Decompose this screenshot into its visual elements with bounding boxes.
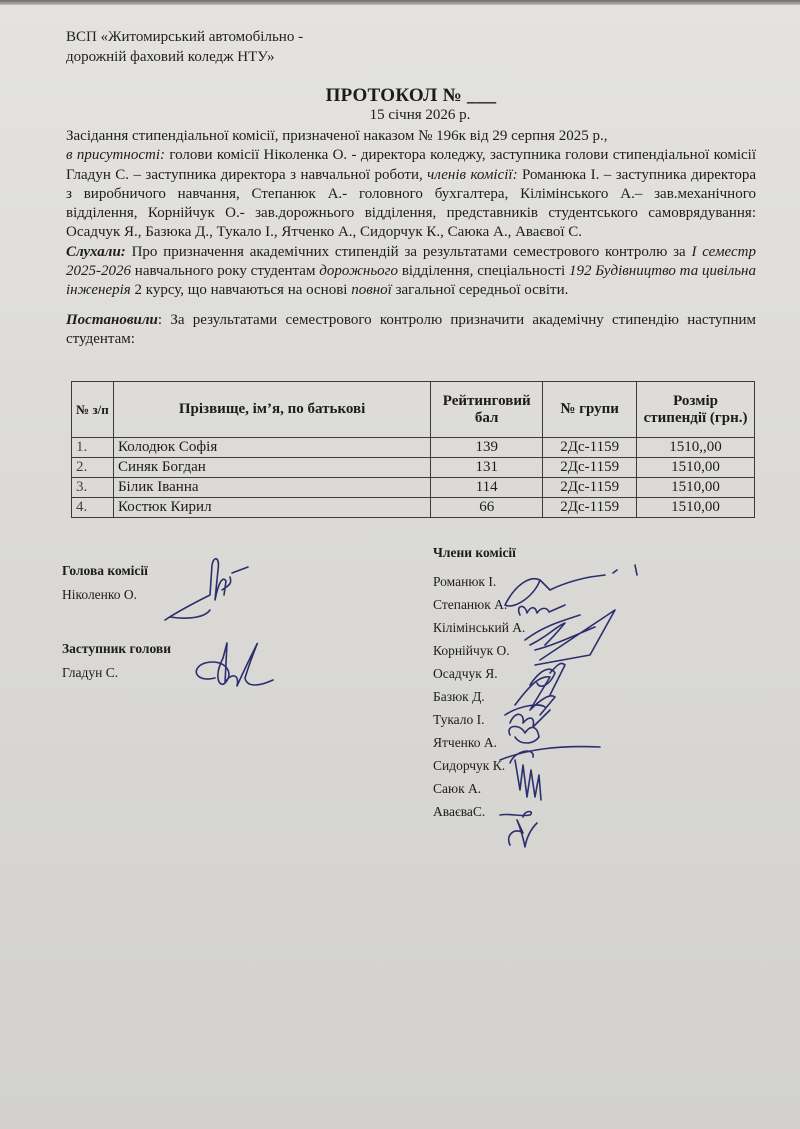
- org-line-1: ВСП «Житомирський автомобільно -: [66, 29, 304, 45]
- student-name: Синяк Богдан: [113, 458, 430, 478]
- protocol-title: ПРОТОКОЛ № ___: [325, 85, 497, 106]
- org-line-2: дорожній фаховий коледж НТУ»: [66, 49, 275, 65]
- student-name: Білик Іванна: [113, 478, 430, 498]
- member-name: Кілімінський А.: [433, 620, 526, 635]
- chair-name: Ніколенко О.: [62, 587, 138, 602]
- table-row: [72, 458, 755, 478]
- student-name: Колодюк Софія: [113, 438, 430, 458]
- heard-label: Слухали:: [66, 243, 126, 260]
- row-number: 1.: [72, 438, 114, 458]
- row-number: 2.: [72, 458, 114, 478]
- organization-header: [66, 27, 303, 67]
- student-name: Костюк Кирил: [113, 498, 430, 518]
- scholarship-amount: 1510,,00: [637, 438, 755, 458]
- members-label: членів комісії:: [427, 166, 518, 183]
- scholarship-amount: 1510,00: [637, 458, 755, 478]
- rating-score: 131: [431, 458, 543, 478]
- scholarship-amount: 1510,00: [637, 498, 755, 518]
- leadership-signatures: [62, 563, 171, 681]
- member-name: Степанюк А.: [433, 597, 508, 612]
- member-name: Корнійчук О.: [433, 643, 510, 658]
- member-name: Ятченко А.: [433, 735, 498, 750]
- header-number: № з/п: [72, 382, 114, 438]
- attendance-paragraph: в присутності: голови комісії Ніколенка О. - директора коледжу, заступника голови стипендіальної комісії Гладун С. – заступника директора з навчальної роботи, членів комісії: Романюка І. – заступника директора з виробничого навчання, Степанюк А.- головного бухгалтера, Кілімінського А.– зав.механічного відділення, Корнійчук О.- зав.дорожнього відділення, представників студентського самоврядування: Осадчук Я., Базюка Д., Тукало І., Ятченко А., Сидорчук К., Саюка А., Аваєвої С.: [66, 147, 756, 241]
- resolved-paragraph: Постановили: За результатами семестрового контролю призначити академічну стипендію наступним студентам:: [66, 311, 756, 347]
- protocol-date: 15 січня 2026 р.: [369, 107, 471, 123]
- member-name: АваєваС.: [433, 804, 486, 819]
- deputy-signature-icon: [185, 638, 280, 693]
- scholarship-table: [71, 381, 755, 518]
- heard-paragraph: Слухали: Про призначення академічних стипендій за результатами семестрового контролю за І семестр 2025-2026 навчального року студентам дорожнього відділення, спеціальності 192 Будівництво та цивільна інженерія 2 курсу, що навчаються на основі повної загальної середньої освіти.: [66, 243, 756, 299]
- deputy-role: Заступник голови: [62, 641, 171, 656]
- group-number: 2Дс-1159: [543, 438, 637, 458]
- document-title-block: [0, 85, 800, 124]
- attendance-label: в присутності:: [66, 147, 165, 164]
- member-name: Базюк Д.: [433, 689, 485, 704]
- header-amount: Розмір стипендії (грн.): [637, 382, 755, 438]
- member-signatures-icon: [495, 565, 645, 855]
- table-header-row: [72, 382, 755, 438]
- chair-signature-icon: [160, 555, 250, 625]
- member-name: Саюк А.: [433, 781, 482, 796]
- resolved-label: Постановили: [66, 311, 158, 328]
- rating-score: 66: [431, 498, 543, 518]
- member-name: Осадчук Я.: [433, 666, 498, 681]
- chair-role: Голова комісії: [62, 563, 148, 578]
- meeting-intro: Засідання стипендіальної комісії, призначеної наказом № 196к від 29 серпня 2025 р.,: [66, 128, 608, 144]
- row-number: 4.: [72, 498, 114, 518]
- header-name: Прізвище, ім’я, по батькові: [113, 382, 430, 438]
- header-score: Рейтинговий бал: [431, 382, 543, 438]
- scholarship-amount: 1510,00: [637, 478, 755, 498]
- table-row: [72, 478, 755, 498]
- header-group: № групи: [543, 382, 637, 438]
- members-role: Члени комісії: [433, 545, 516, 560]
- table-row: [72, 438, 755, 458]
- table-row: [72, 498, 755, 518]
- member-name: Тукало І.: [433, 712, 485, 727]
- document-body: [66, 127, 756, 349]
- member-name: Сидорчук К.: [433, 758, 506, 773]
- member-name: Романюк І.: [433, 574, 497, 589]
- group-number: 2Дс-1159: [543, 498, 637, 518]
- group-number: 2Дс-1159: [543, 458, 637, 478]
- deputy-name: Гладун С.: [62, 665, 119, 680]
- rating-score: 114: [431, 478, 543, 498]
- group-number: 2Дс-1159: [543, 478, 637, 498]
- rating-score: 139: [431, 438, 543, 458]
- row-number: 3.: [72, 478, 114, 498]
